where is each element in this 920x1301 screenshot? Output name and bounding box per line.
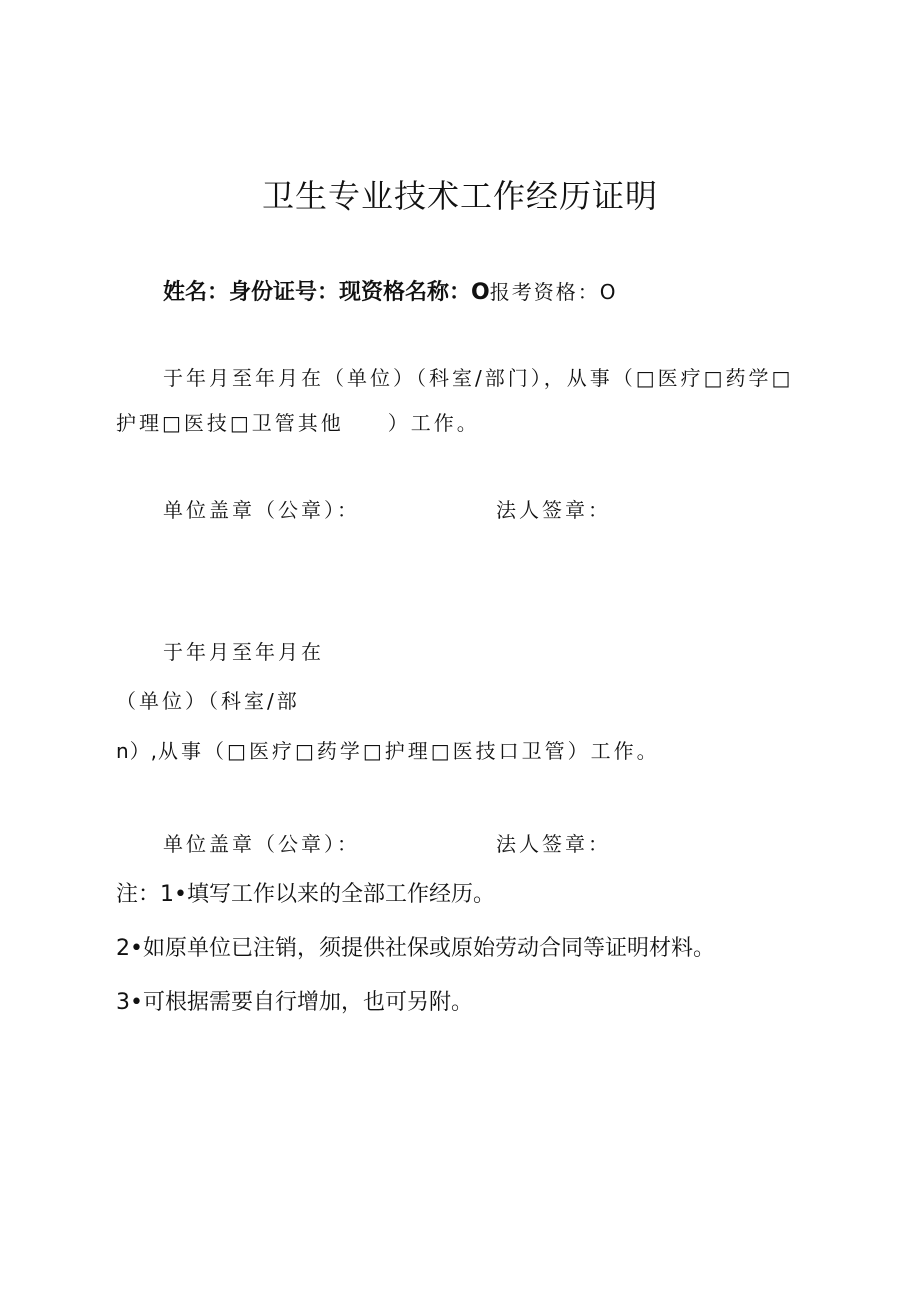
- note-3: 3•可根据需要自行增加，也可另附。: [116, 990, 473, 1015]
- info-row: [163, 282, 617, 304]
- name-label: 姓名：: [163, 280, 230, 305]
- record1-line2: [116, 413, 480, 433]
- record1-line1: 于年月至年月在（单位）（科室/部门），从事（□医疗□药学□: [163, 366, 794, 390]
- current-qualification-label: 现资格名称：O: [339, 280, 490, 305]
- note-1: 注：1•填写工作以来的全部工作经历。: [116, 882, 495, 907]
- record2-line3-start: n）,: [116, 739, 159, 763]
- apply-qualification-label: 报考资格：O: [489, 280, 618, 304]
- record1-seal-label: 单位盖章（公章）：: [163, 498, 360, 522]
- record2-line2: （单位）（科室/部: [116, 689, 300, 713]
- record1-line2-text: 护理□医技□卫管其他: [116, 411, 344, 435]
- record2-seal-label: 单位盖章（公章）：: [163, 832, 360, 856]
- id-number-label: 身份证号：: [229, 280, 340, 305]
- record2-line1: 于年月至年月在: [163, 640, 324, 664]
- record2-line3-text: 从事（□医疗□药学□护理□医技口卫管）工作。: [158, 739, 660, 763]
- record2-line3: [116, 741, 660, 761]
- record1-sign-label: 法人签章：: [496, 498, 611, 522]
- page-title: 卫生专业技术工作经历证明: [261, 177, 658, 215]
- record2-sign-label: 法人签章：: [496, 832, 611, 856]
- note-2: 2•如原单位已注销，须提供社保或原始劳动合同等证明材料。: [116, 936, 715, 961]
- record1-line2-end: ）工作。: [387, 411, 480, 435]
